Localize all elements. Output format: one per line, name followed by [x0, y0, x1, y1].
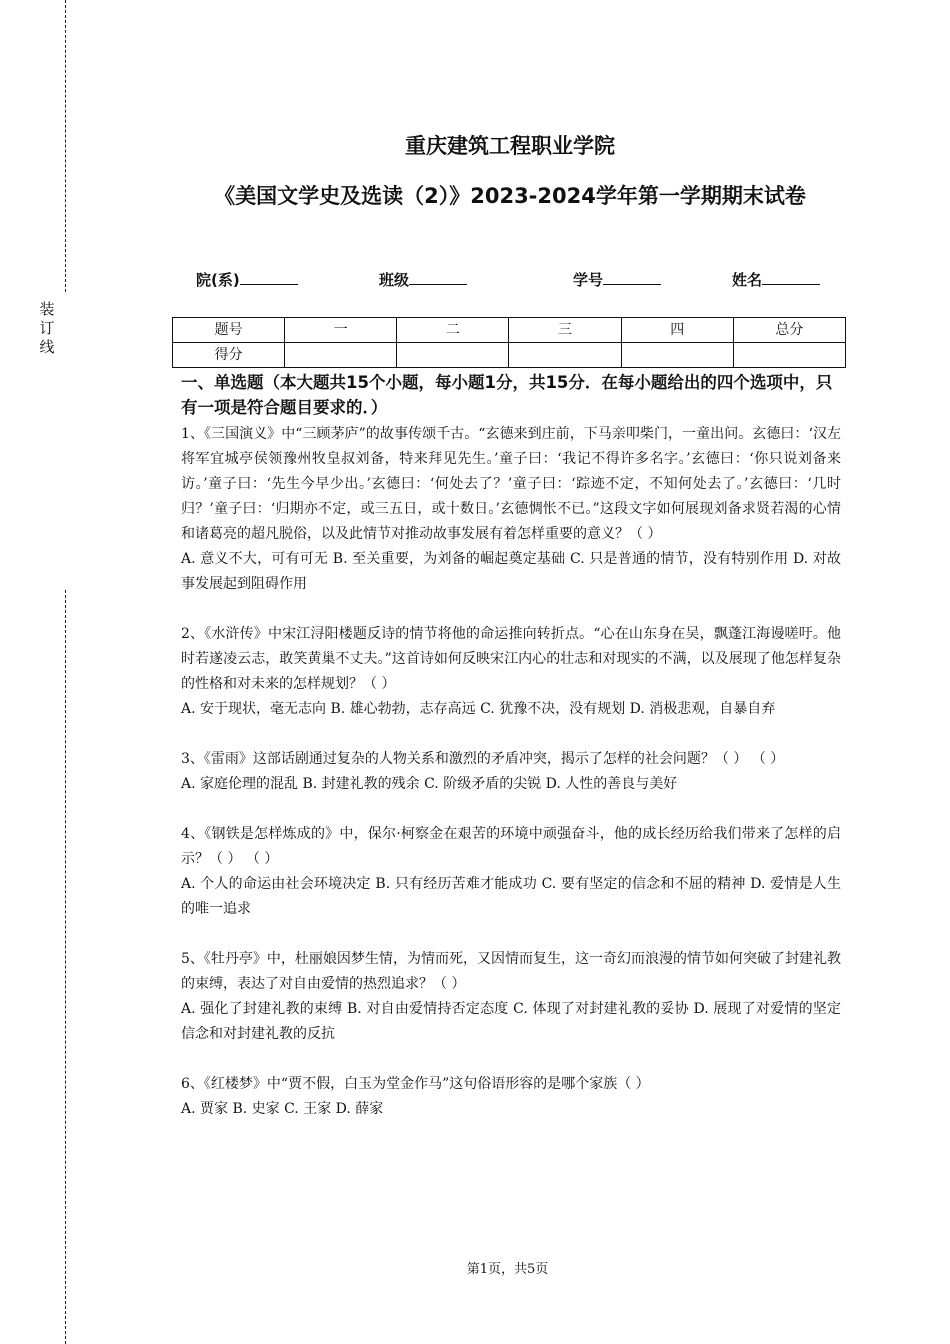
question-stem: 6、《红楼梦》中“贾不假，白玉为堂金作马”这句俗语形容的是哪个家族（ ） — [181, 1076, 650, 1092]
name-field — [732, 269, 820, 290]
student-id-field — [573, 269, 661, 290]
score-table-cell: 总分 — [733, 318, 845, 343]
question-options: A. 安于现状，毫无志向 B. 雄心勃勃，志存高远 C. 犹豫不决，没有规划 D. 消极悲观，自暴自弃 — [181, 701, 776, 717]
dept-field — [196, 269, 298, 290]
question-options: A. 贾家 B. 史家 C. 王家 D. 薛家 — [181, 1101, 384, 1117]
question-stem: 4、《钢铁是怎样炼成的》中，保尔·柯察金在艰苦的环境中顽强奋斗，他的成长经历给我们带来了怎样的启示？（ ） （ ） — [181, 826, 841, 867]
score-table-cell: 四 — [621, 318, 733, 343]
score-table-score-row — [173, 343, 846, 368]
class-label: 班级 — [379, 271, 410, 289]
school-title: 重庆建筑工程职业学院 — [405, 134, 615, 158]
student-id-blank — [603, 270, 661, 285]
score-input-cell — [509, 343, 621, 368]
class-field — [379, 269, 467, 290]
question-stem: 5、《牡丹亭》中，杜丽娘因梦生情，为情而死，又因情而复生，这一奇幻而浪漫的情节如何突破了封建礼教的束缚，表达了对自由爱情的热烈追求？（ ） — [181, 951, 841, 992]
dept-blank — [240, 270, 298, 285]
dept-label: 院(系) — [196, 271, 240, 289]
score-input-cell — [733, 343, 845, 368]
section-heading: 一、单选题（本大题共15个小题，每小题1分，共15分．在每小题给出的四个选项中，只有一项是符合题目要求的．） — [181, 373, 833, 417]
question-stem: 3、《雷雨》这部话剧通过复杂的人物关系和激烈的矛盾冲突，揭示了怎样的社会问题？（ ） （ ） — [181, 751, 785, 767]
score-input-cell — [285, 343, 397, 368]
score-input-cell — [621, 343, 733, 368]
score-table-cell: 二 — [397, 318, 509, 343]
page-footer: 第1页，共5页 — [466, 1262, 549, 1277]
name-label: 姓名 — [732, 271, 763, 289]
name-blank — [762, 270, 820, 285]
question-options: A. 个人的命运由社会环境决定 B. 只有经历苦难才能成功 C. 要有坚定的信念和不屈的精神 D. 爱情是人生的唯一追求 — [181, 876, 841, 917]
score-row-label: 得分 — [173, 343, 285, 368]
score-table-cell: 三 — [509, 318, 621, 343]
student-id-label: 学号 — [573, 271, 604, 289]
class-blank — [409, 270, 467, 285]
question-options: A. 家庭伦理的混乱 B. 封建礼教的残余 C. 阶级矛盾的尖锐 D. 人性的善良与美好 — [181, 776, 678, 792]
score-table-header-row — [173, 318, 846, 343]
question-options: A. 强化了封建礼教的束缚 B. 对自由爱情持否定态度 C. 体现了对封建礼教的妥协 D. 展现了对爱情的坚定信念和对封建礼教的反抗 — [181, 1001, 841, 1042]
question-stem: 1、《三国演义》中“三顾茅庐”的故事传颂千古。“玄德来到庄前，下马亲叩柴门，一童出问。玄德曰：‘汉左将军宜城亭侯领豫州牧皇叔刘备，特来拜见先生。’童子曰：‘我记不得许多名字。’玄德曰：‘你只说刘备来访。’童子曰：‘先生今早少出。’玄德曰：‘何处去了？’童子曰：‘踪迹不定，不知何处去了。’玄德曰：‘几时归？’童子曰：‘归期亦不定，或三五日，或十数日。’玄德惆怅不已。”这段文字如何展现刘备求贤若渴的心情和诸葛亮的超凡脱俗，以及此情节对推动故事发展有着怎样重要的意义？（ ） — [181, 426, 841, 542]
score-table-cell: 题号 — [173, 318, 285, 343]
binding-label: 装订线 — [39, 300, 55, 356]
binding-dashed-line-bottom — [65, 590, 66, 1344]
score-input-cell — [397, 343, 509, 368]
score-table — [172, 317, 846, 368]
question-options: A. 意义不大，可有可无 B. 至关重要，为刘备的崛起奠定基础 C. 只是普通的情节，没有特别作用 D. 对故事发展起到阻碍作用 — [181, 551, 841, 592]
exam-title: 《美国文学史及选读（2）》2023-2024学年第一学期期末试卷 — [214, 184, 806, 208]
question-stem: 2、《水浒传》中宋江浔阳楼题反诗的情节将他的命运推向转折点。“心在山东身在吴，飘蓬江海谩嗟吁。他时若遂凌云志，敢笑黄巢不丈夫。”这首诗如何反映宋江内心的壮志和对现实的不满，以及展现了他怎样复杂的性格和对未来的怎样规划？（ ） — [181, 626, 841, 692]
exam-content — [181, 370, 841, 1147]
score-table-cell: 一 — [285, 318, 397, 343]
